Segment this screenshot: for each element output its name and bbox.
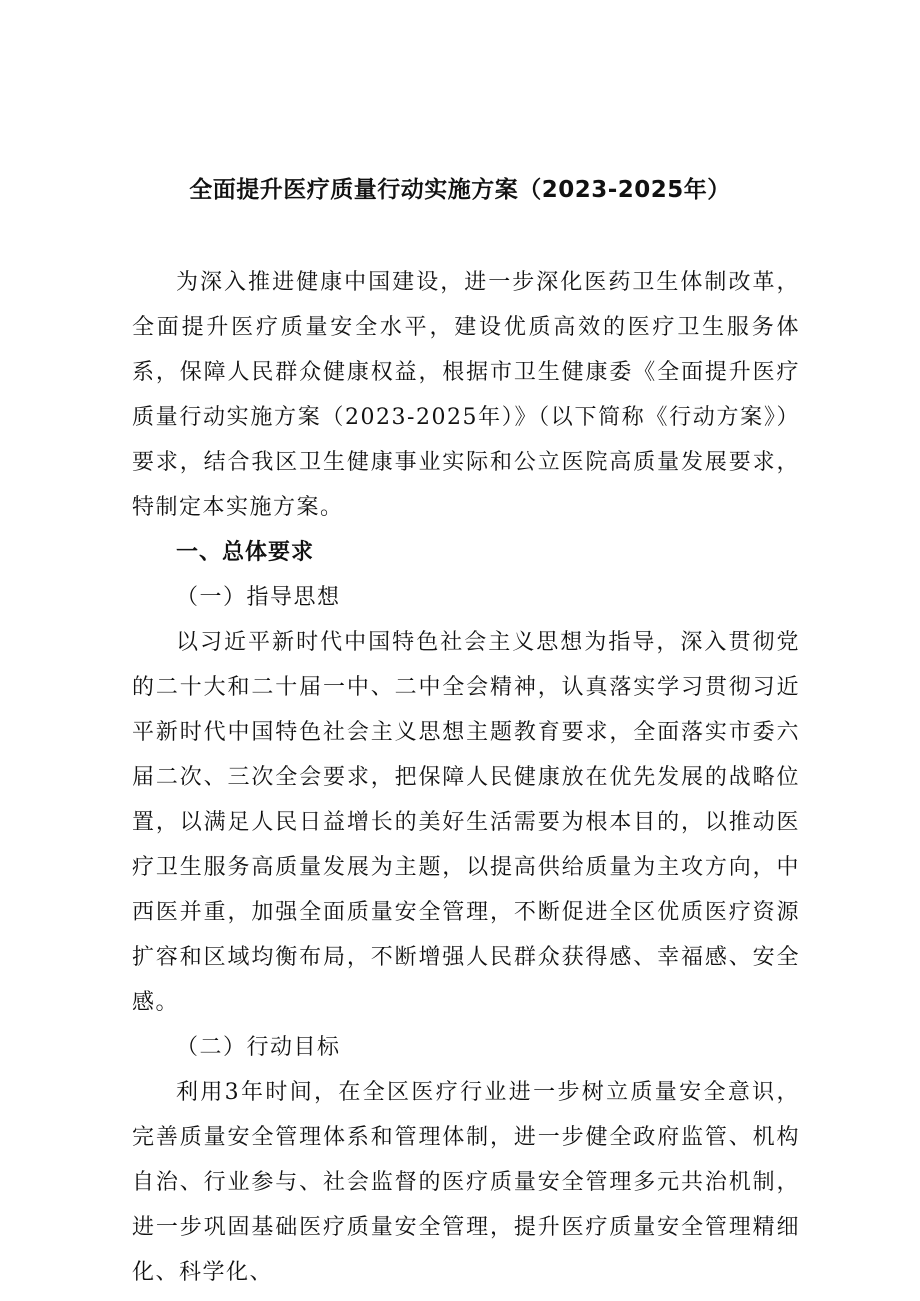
intro-paragraph: 为深入推进健康中国建设，进一步深化医药卫生体制改革，全面提升医疗质量安全水平，建设优质高效的医疗卫生服务体系，保障人民群众健康权益，根据市卫生健康委《全面提升医疗质量行动实施方案（2023-2025年）》（以下简称《行动方案》）要求，结合我区卫生健康事业实际和公立医院高质量发展要求，特制定本实施方案。 [132,270,800,520]
guiding-ideology-paragraph: 以习近平新时代中国特色社会主义思想为指导，深入贯彻党的二十大和二十届一中、二中全会精神，认真落实学习贯彻习近平新时代中国特色社会主义思想主题教育要求，全面落实市委六届二次、三次全会要求，把保障人民健康放在优先发展的战略位置，以满足人民日益增长的美好生活需要为根本目的，以推动医疗卫生服务高质量发展为主题，以提高供给质量为主攻方向，中西医并重，加强全面质量安全管理，不断促进全区优质医疗资源扩容和区域均衡布局，不断增强人民群众获得感、幸福感、安全感。 [132,630,800,1015]
subsection-heading-guiding-ideology: （一）指导思想 [176,585,341,610]
document-body [132,260,800,1295]
document-title: 全面提升医疗质量行动实施方案（2023-2025年） [189,177,731,203]
section-heading-general-requirements: 一、总体要求 [176,540,315,565]
action-goals-paragraph: 利用3年时间，在全区医疗行业进一步树立质量安全意识，完善质量安全管理体系和管理体制，进一步健全政府监管、机构自治、行业参与、社会监督的医疗质量安全管理多元共治机制，进一步巩固基础医疗质量安全管理，提升医疗质量安全管理精细化、科学化、 [132,1080,800,1285]
subsection-heading-action-goals: （二）行动目标 [176,1035,341,1060]
